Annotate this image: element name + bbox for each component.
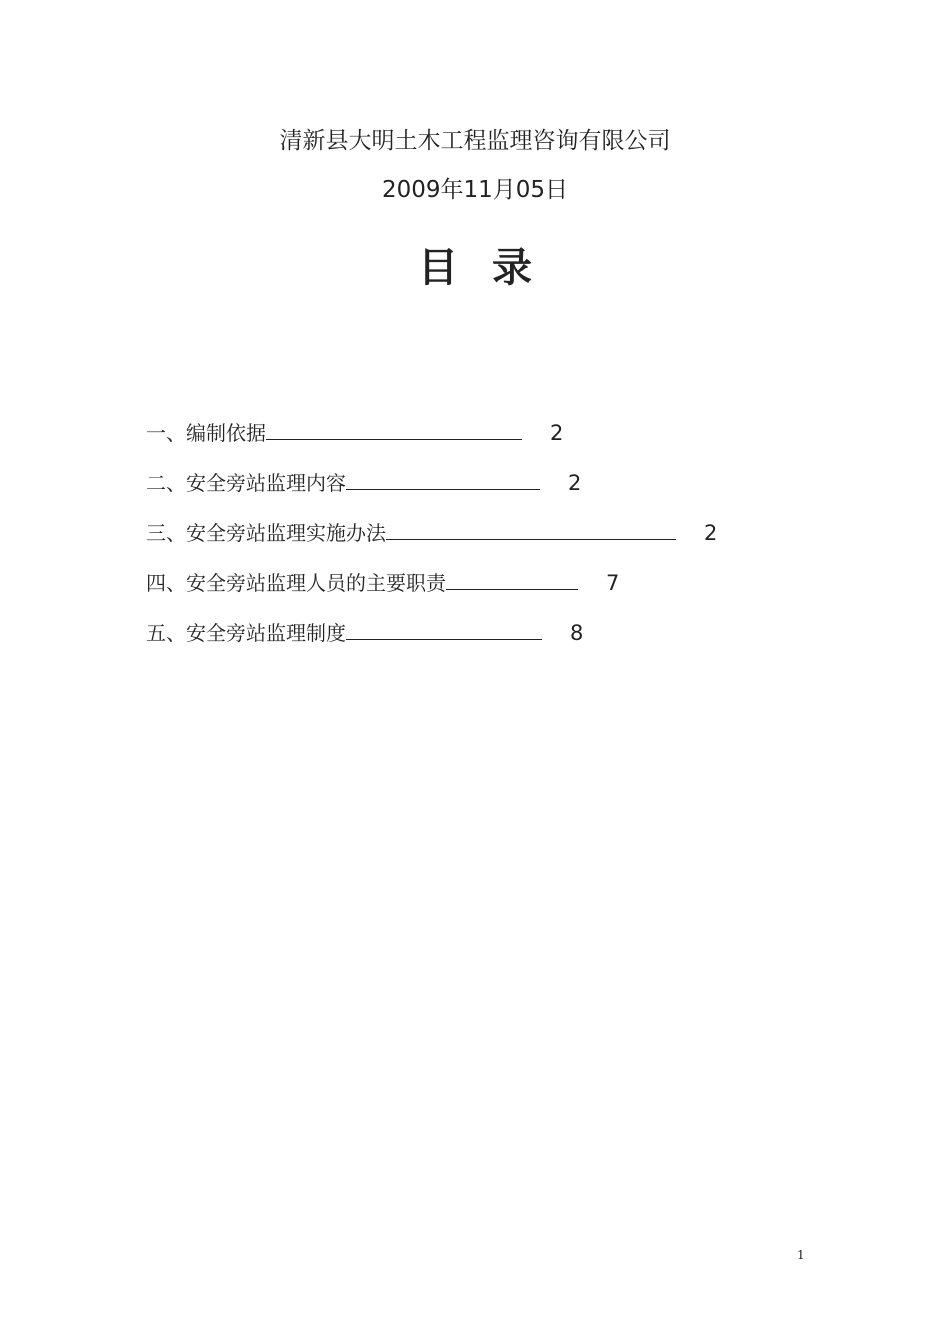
page-number: 1 (797, 1248, 805, 1262)
toc-item-page: 7 (606, 571, 620, 595)
toc-title: 目录 (418, 244, 566, 291)
toc-item-label: 三、安全旁站监理实施办法 (146, 521, 386, 545)
document-date: 2009年11月05日 (381, 177, 569, 203)
toc-item-label: 四、安全旁站监理人员的主要职责 (146, 571, 446, 595)
toc-item-1[interactable] (146, 398, 846, 448)
toc-item-page: 2 (550, 421, 564, 445)
toc-item-label: 二、安全旁站监理内容 (146, 471, 346, 495)
toc-leader-line (386, 519, 676, 540)
toc-item-5[interactable] (146, 598, 846, 648)
toc-leader-line (266, 419, 522, 440)
toc-item-label: 五、安全旁站监理制度 (146, 621, 346, 645)
toc-item-page: 2 (568, 471, 582, 495)
table-of-contents (146, 398, 846, 648)
toc-item-label: 一、编制依据 (146, 421, 266, 445)
toc-leader-line (346, 619, 542, 640)
toc-leader-line (446, 569, 578, 590)
toc-leader-line (346, 469, 540, 490)
toc-item-2[interactable] (146, 448, 846, 498)
toc-item-page: 8 (570, 621, 584, 645)
toc-item-4[interactable] (146, 548, 846, 598)
toc-item-page: 2 (704, 521, 718, 545)
toc-item-3[interactable] (146, 498, 846, 548)
company-name: 清新县大明土木工程监理咨询有限公司 (279, 128, 671, 154)
